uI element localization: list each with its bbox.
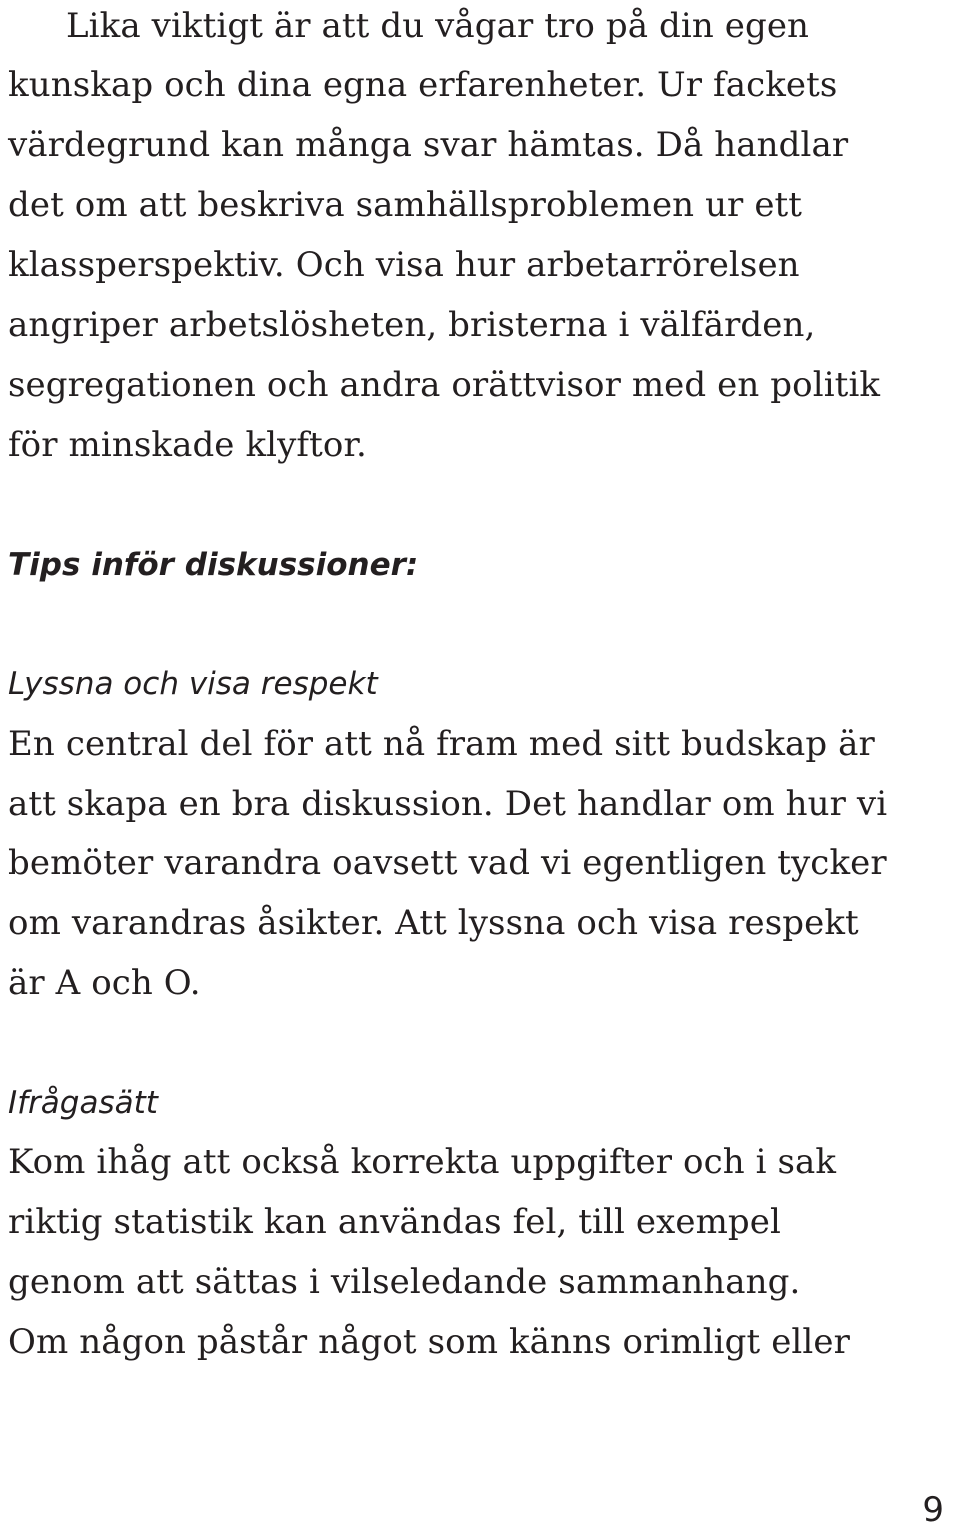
document-page [8,0,953,1534]
section-line: Kom ihåg att också korrekta uppgifter och i sak [8,1142,837,1182]
intro-line: värdegrund kan många svar hämtas. Då handlar [8,125,849,165]
tips-heading: Tips inför diskussioner: [8,547,419,583]
section-line: att skapa en bra diskussion. Det handlar om hur vi [8,784,888,824]
intro-line: det om att beskriva samhällsproblemen ur ett [8,185,803,225]
section-line: är A och O. [8,963,201,1003]
section-subheading: Lyssna och visa respekt [8,666,378,702]
intro-line: angriper arbetslösheten, bristerna i välfärden, [8,305,816,345]
section-line: bemöter varandra oavsett vad vi egentligen tycker [8,843,887,883]
intro-line: kunskap och dina egna erfarenheter. Ur fackets [8,65,838,105]
section-line: riktig statistik kan användas fel, till exempel [8,1202,781,1242]
intro-line: segregationen och andra orättvisor med en politik [8,365,881,405]
intro-line: Lika viktigt är att du vågar tro på din egen [66,6,810,46]
section-line: om varandras åsikter. Att lyssna och visa respekt [8,903,859,943]
intro-line: klassperspektiv. Och visa hur arbetarrörelsen [8,245,800,285]
section-subheading: Ifrågasätt [8,1085,158,1121]
section-line: En central del för att nå fram med sitt budskap är [8,724,875,764]
section-line: Om någon påstår något som känns orimligt eller [8,1322,850,1362]
page-number: 9 [922,1490,944,1530]
section-line: genom att sättas i vilseledande sammanhang. [8,1262,801,1302]
intro-line: för minskade klyftor. [8,425,367,465]
